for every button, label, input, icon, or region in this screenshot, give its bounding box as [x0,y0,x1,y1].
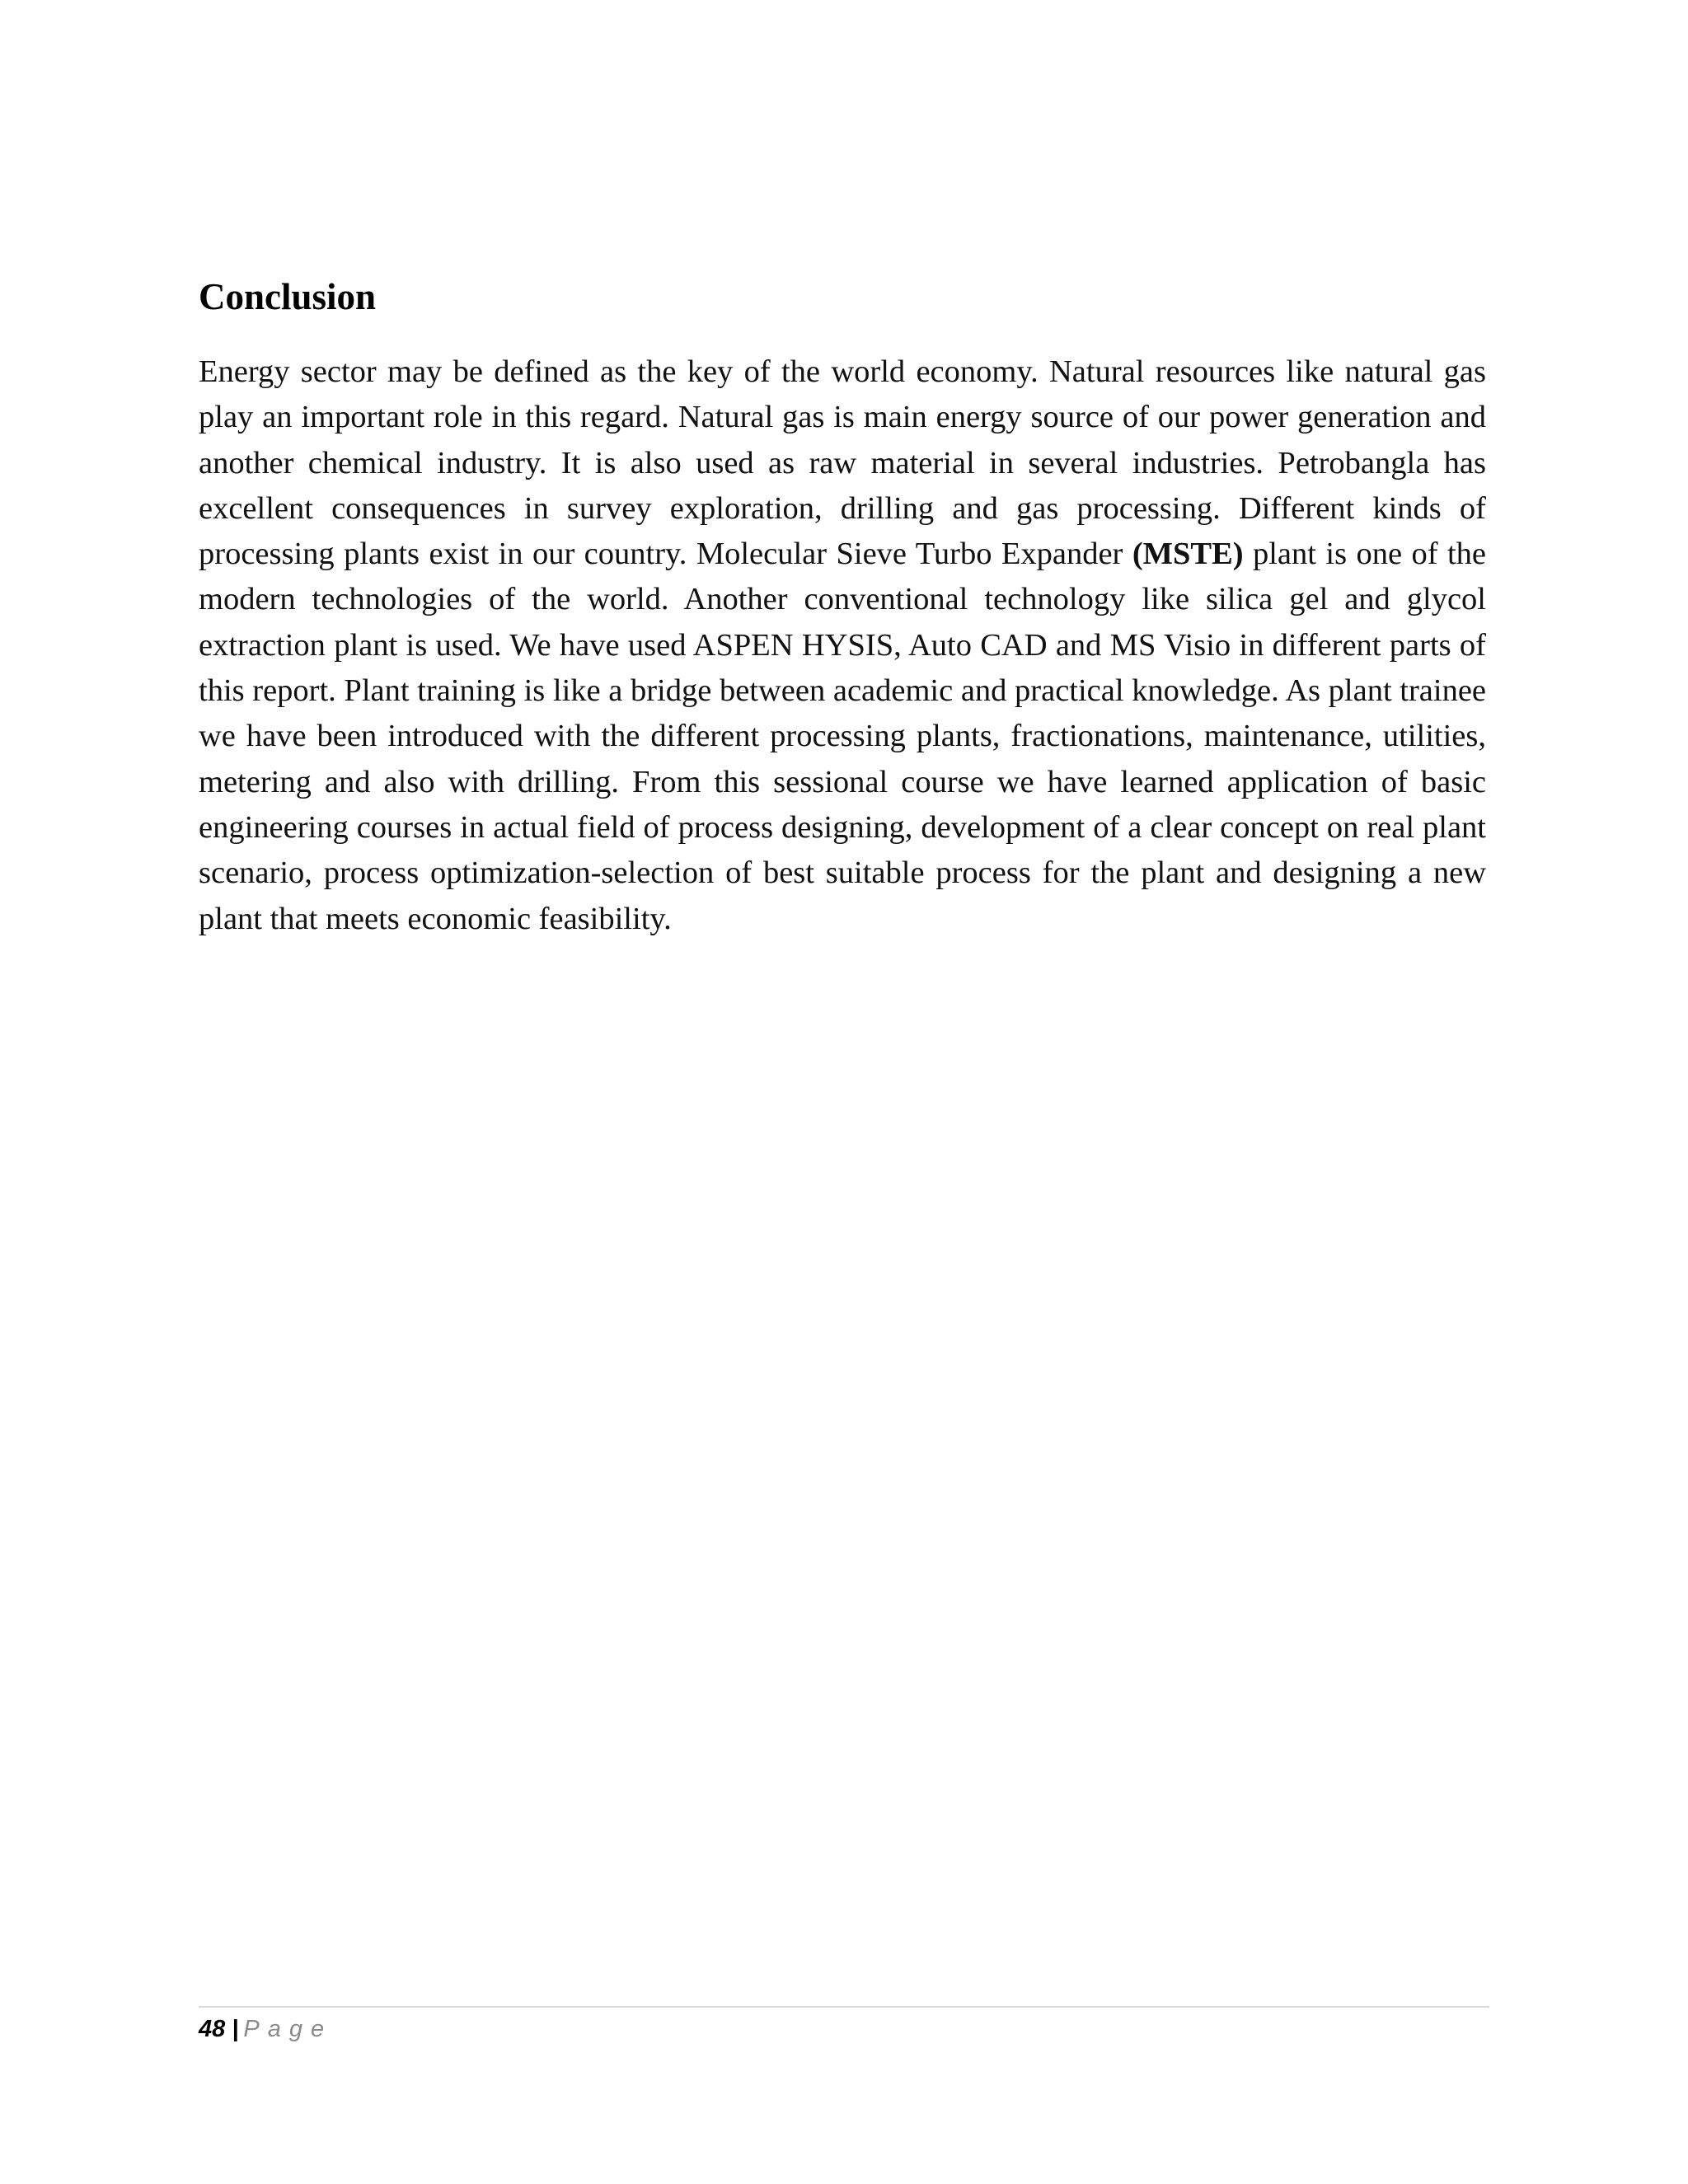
paragraph-bold-acronym: (MSTE) [1132,537,1244,572]
section-heading: Conclusion [199,276,377,317]
footer-divider [199,2006,1489,2008]
conclusion-paragraph [199,349,1486,942]
page-number: 48 [199,2016,226,2042]
page-label: Page [243,2016,333,2042]
paragraph-text-part-2: plant is one of the modern technologies of the world. Another conventional technology like silica gel and glycol extraction plant is used. We have used ASPEN HYSIS, Auto CAD and MS Visio in different parts of this report. Plant training is like a bridge between academic and practical knowledge. As plant trainee we have been introduced with the different processing plants, fractionations, maintenance, utilities, metering and also with drilling. From this sessional course we have learned application of basic engineering courses in actual field of process designing, development of a clear concept on real plant scenario, process optimization-selection of best suitable process for the plant and designing a new plant that meets economic feasibility. [199,537,1486,936]
footer-separator: | [232,2016,239,2042]
paragraph-text-part-1: Energy sector may be defined as the key of the world economy. Natural resources like natural gas play an important role in this regard. Natural gas is main energy source of our power generation and another chemical industry. It is also used as raw material in several industries. Petrobangla has excellent consequences in survey exploration, drilling and gas processing. Different kinds of processing plants exist in our country. Molecular Sieve Turbo Expander [199,354,1486,572]
page-footer [199,2013,332,2046]
